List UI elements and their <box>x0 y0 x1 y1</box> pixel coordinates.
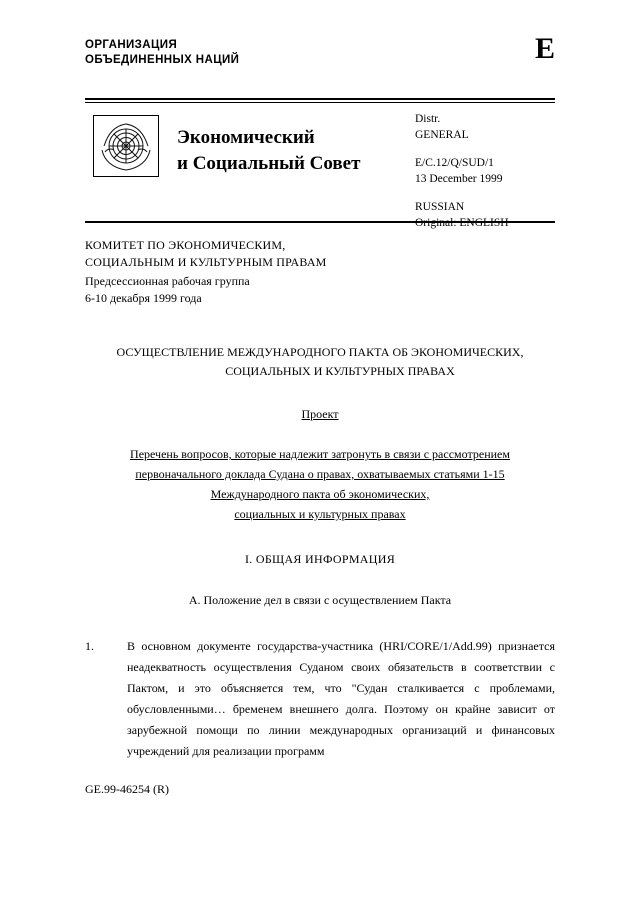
draft-label-text: Проект <box>301 407 339 421</box>
title-block <box>85 103 555 229</box>
masthead <box>85 32 555 94</box>
document-language: RUSSIAN <box>415 201 465 213</box>
subject-line4: социальных и культурных правах <box>234 507 406 521</box>
committee-block <box>85 237 555 307</box>
document-title-line2: СОЦИАЛЬНЫХ И КУЛЬТУРНЫХ ПРАВАХ <box>225 364 455 378</box>
paragraph-1 <box>85 636 555 762</box>
distr-label: Distr. <box>415 113 441 125</box>
distribution-info <box>415 111 509 231</box>
ecosoc-title <box>177 125 360 177</box>
distr-value: GENERAL <box>415 129 469 141</box>
section-heading-a: A. Положение дел в связи с осуществлением Пакта <box>188 593 452 607</box>
paragraph-text: В основном документе государства-участника (HRI/CORE/1/Add.99) признается неадекватность осуществления Суданом своих обязательств в соответствии с Пактом, и это объясняется тем, что "Судан сталкивается с проблемами, обусловленными… бременем внешнего долга. Поэтому он крайне зависит от зарубежной помощи по линии международных организаций и финансовых учреждений для реализации программ <box>127 639 555 758</box>
committee-name-line1: КОМИТЕТ ПО ЭКОНОМИЧЕСКИМ, <box>85 238 286 252</box>
ecosoc-title-line2 <box>177 151 360 177</box>
organization-name <box>85 38 555 68</box>
symbol-group <box>415 155 509 187</box>
subject-line2: первоначального доклада Судана о правах, охватываемых статьями 1-15 <box>135 467 505 481</box>
distribution-group <box>415 111 509 143</box>
subject-heading <box>85 444 555 524</box>
ecosoc-title-line2-prefix: и <box>177 153 193 174</box>
organization-name-line1: ОРГАНИЗАЦИЯ <box>85 39 178 51</box>
committee-name-line2: СОЦИАЛЬНЫМ И КУЛЬТУРНЫМ ПРАВАМ <box>85 255 327 269</box>
paragraph-number: 1. <box>85 639 94 653</box>
section-heading-i: I. ОБЩАЯ ИНФОРМАЦИЯ <box>245 552 395 566</box>
document-title-line1: ОСУЩЕСТВЛЕНИЕ МЕЖДУНАРОДНОГО ПАКТА ОБ ЭКОНОМИЧЕСКИХ, <box>116 345 524 359</box>
divider-top-thick <box>85 98 555 100</box>
document-date: 13 December 1999 <box>415 173 503 185</box>
page-content <box>85 32 555 762</box>
footer-document-code: GE.99-46254 (R) <box>85 782 169 796</box>
session-dates: 6-10 декабря 1999 года <box>85 291 202 305</box>
document-symbol: E/C.12/Q/SUD/1 <box>415 157 494 169</box>
document-symbol-letter: E <box>534 32 555 65</box>
ecosoc-title-line1: Экономический <box>177 127 315 148</box>
document-original-language: Original: ENGLISH <box>415 217 509 229</box>
working-group-label: Предсессионная рабочая группа <box>85 274 250 288</box>
document-title <box>85 343 555 381</box>
un-emblem-icon <box>93 115 159 177</box>
organization-name-line2: ОБЪЕДИНЕННЫХ НАЦИЙ <box>85 54 240 66</box>
subject-line3: Международного пакта об экономических, <box>210 487 430 501</box>
ecosoc-title-line2-main: Социальный Совет <box>192 153 361 174</box>
language-group <box>415 199 509 231</box>
subject-line1: Перечень вопросов, которые надлежит затронуть в связи с рассмотрением <box>130 447 510 461</box>
draft-label <box>85 407 555 422</box>
